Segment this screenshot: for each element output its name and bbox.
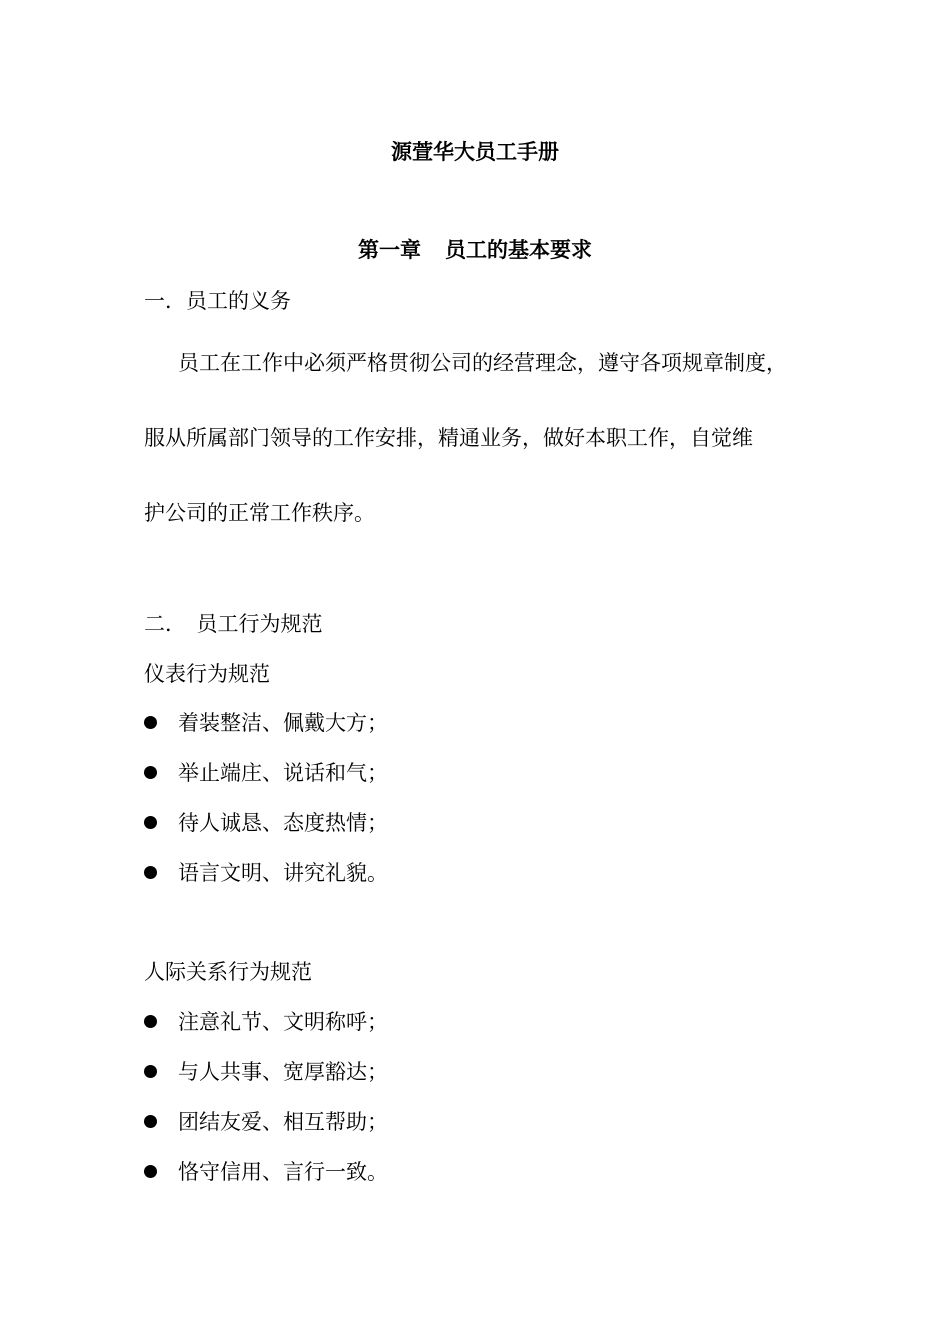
interpersonal-list-item xyxy=(144,1007,388,1037)
document-title: 源萱华大员工手册 xyxy=(391,139,559,164)
interpersonal-list-item xyxy=(144,1057,388,1087)
list-item-text: 语言文明、讲究礼貌。 xyxy=(178,861,388,885)
section-conduct-heading: 二． 员工行为规范 xyxy=(144,612,323,636)
list-item-text: 注意礼节、文明称呼； xyxy=(178,1010,388,1034)
appearance-list-item xyxy=(144,708,388,738)
bullet-icon xyxy=(144,1115,157,1128)
chapter-number: 第一章 xyxy=(358,237,421,262)
bullet-icon xyxy=(144,1165,157,1178)
list-item-text: 待人诚恳、态度热情； xyxy=(178,811,388,835)
duties-paragraph-line: 服从所属部门领导的工作安排，精通业务，做好本职工作，自觉维 xyxy=(144,426,753,450)
interpersonal-list-item xyxy=(144,1107,388,1137)
bullet-icon xyxy=(144,716,157,729)
interpersonal-list-item xyxy=(144,1157,388,1187)
bullet-icon xyxy=(144,816,157,829)
section-duties-heading: 一．员工的义务 xyxy=(144,289,291,313)
appearance-list-item xyxy=(144,858,388,888)
bullet-icon xyxy=(144,766,157,779)
appearance-list-item xyxy=(144,758,388,788)
appearance-list-item xyxy=(144,808,388,838)
duties-paragraph-line: 护公司的正常工作秩序。 xyxy=(144,501,375,525)
appearance-subheading: 仪表行为规范 xyxy=(144,662,270,686)
list-item-text: 与人共事、宽厚豁达； xyxy=(178,1060,388,1084)
chapter-title: 员工的基本要求 xyxy=(445,237,592,262)
chapter-heading xyxy=(0,235,950,265)
list-item-text: 团结友爱、相互帮助； xyxy=(178,1110,388,1134)
bullet-icon xyxy=(144,1065,157,1078)
bullet-icon xyxy=(144,1015,157,1028)
list-item-text: 着装整洁、佩戴大方； xyxy=(178,711,388,735)
bullet-icon xyxy=(144,866,157,879)
list-item-text: 举止端庄、说话和气； xyxy=(178,761,388,785)
list-item-text: 恪守信用、言行一致。 xyxy=(178,1160,388,1184)
duties-paragraph-line: 员工在工作中必须严格贯彻公司的经营理念，遵守各项规章制度， xyxy=(178,351,787,375)
interpersonal-subheading: 人际关系行为规范 xyxy=(144,960,312,984)
